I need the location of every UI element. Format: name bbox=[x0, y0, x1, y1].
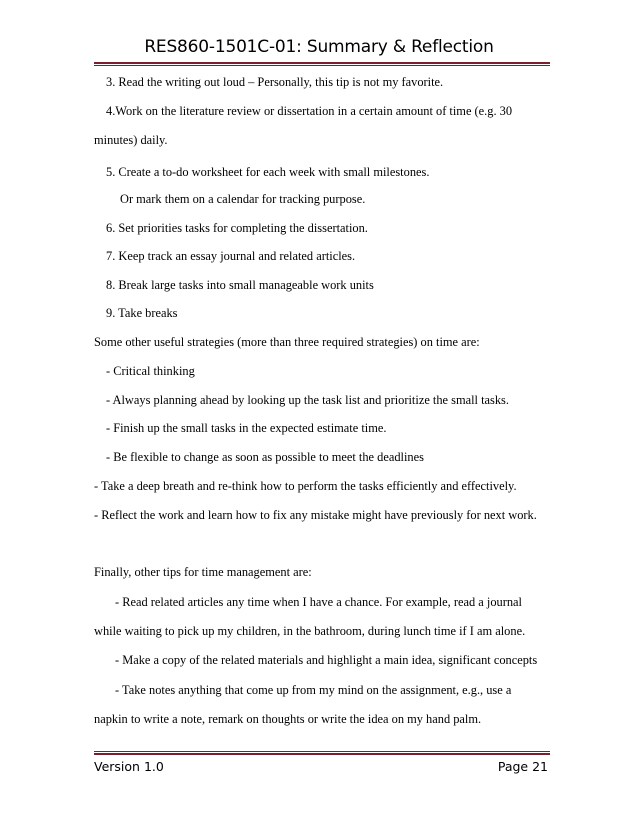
text-line: 5. Create a to-do worksheet for each week with small milestones. bbox=[106, 165, 430, 179]
text-line: - Always planning ahead by looking up the task list and prioritize the small tasks. bbox=[106, 393, 509, 407]
page-header-title: RES860-1501C-01: Summary & Reflection bbox=[144, 37, 494, 57]
text-line: while waiting to pick up my children, in the bathroom, during lunch time if I am alone. bbox=[94, 624, 526, 638]
text-line: - Be flexible to change as soon as possible to meet the deadlines bbox=[106, 450, 424, 464]
text-line: Finally, other tips for time management are: bbox=[94, 565, 312, 579]
text-line: Some other useful strategies (more than three required strategies) on time are: bbox=[94, 335, 480, 349]
text-line: 3. Read the writing out loud – Personally, this tip is not my favorite. bbox=[106, 75, 444, 89]
text-line: - Take notes anything that come up from my mind on the assignment, e.g., use a bbox=[115, 683, 512, 697]
text-line: 9. Take breaks bbox=[106, 306, 178, 320]
text-line: Or mark them on a calendar for tracking purpose. bbox=[120, 192, 366, 206]
text-line: 8. Break large tasks into small manageable work units bbox=[106, 278, 374, 292]
footer-rule bbox=[94, 753, 550, 755]
text-line: - Make a copy of the related materials and highlight a main idea, significant concepts bbox=[115, 653, 538, 667]
footer-rule-thin bbox=[94, 751, 550, 752]
text-line: 4.Work on the literature review or dissertation in a certain amount of time (e.g. 30 bbox=[106, 104, 513, 118]
text-line: - Reflect the work and learn how to fix any mistake might have previously for next work. bbox=[94, 508, 537, 522]
text-line: - Take a deep breath and re-think how to perform the tasks efficiently and effectively. bbox=[94, 479, 517, 493]
text-line: 7. Keep track an essay journal and related articles. bbox=[106, 249, 356, 263]
text-line: 6. Set priorities tasks for completing the dissertation. bbox=[106, 221, 368, 235]
text-line: - Critical thinking bbox=[106, 364, 195, 378]
text-line: minutes) daily. bbox=[94, 133, 168, 147]
text-line: napkin to write a note, remark on thoughts or write the idea on my hand palm. bbox=[94, 712, 482, 726]
text-line: - Finish up the small tasks in the expected estimate time. bbox=[106, 421, 387, 435]
text-line: - Read related articles any time when I have a chance. For example, read a journal bbox=[115, 595, 522, 609]
footer-page-number: Page 21 bbox=[497, 759, 548, 774]
footer-version: Version 1.0 bbox=[94, 759, 164, 774]
